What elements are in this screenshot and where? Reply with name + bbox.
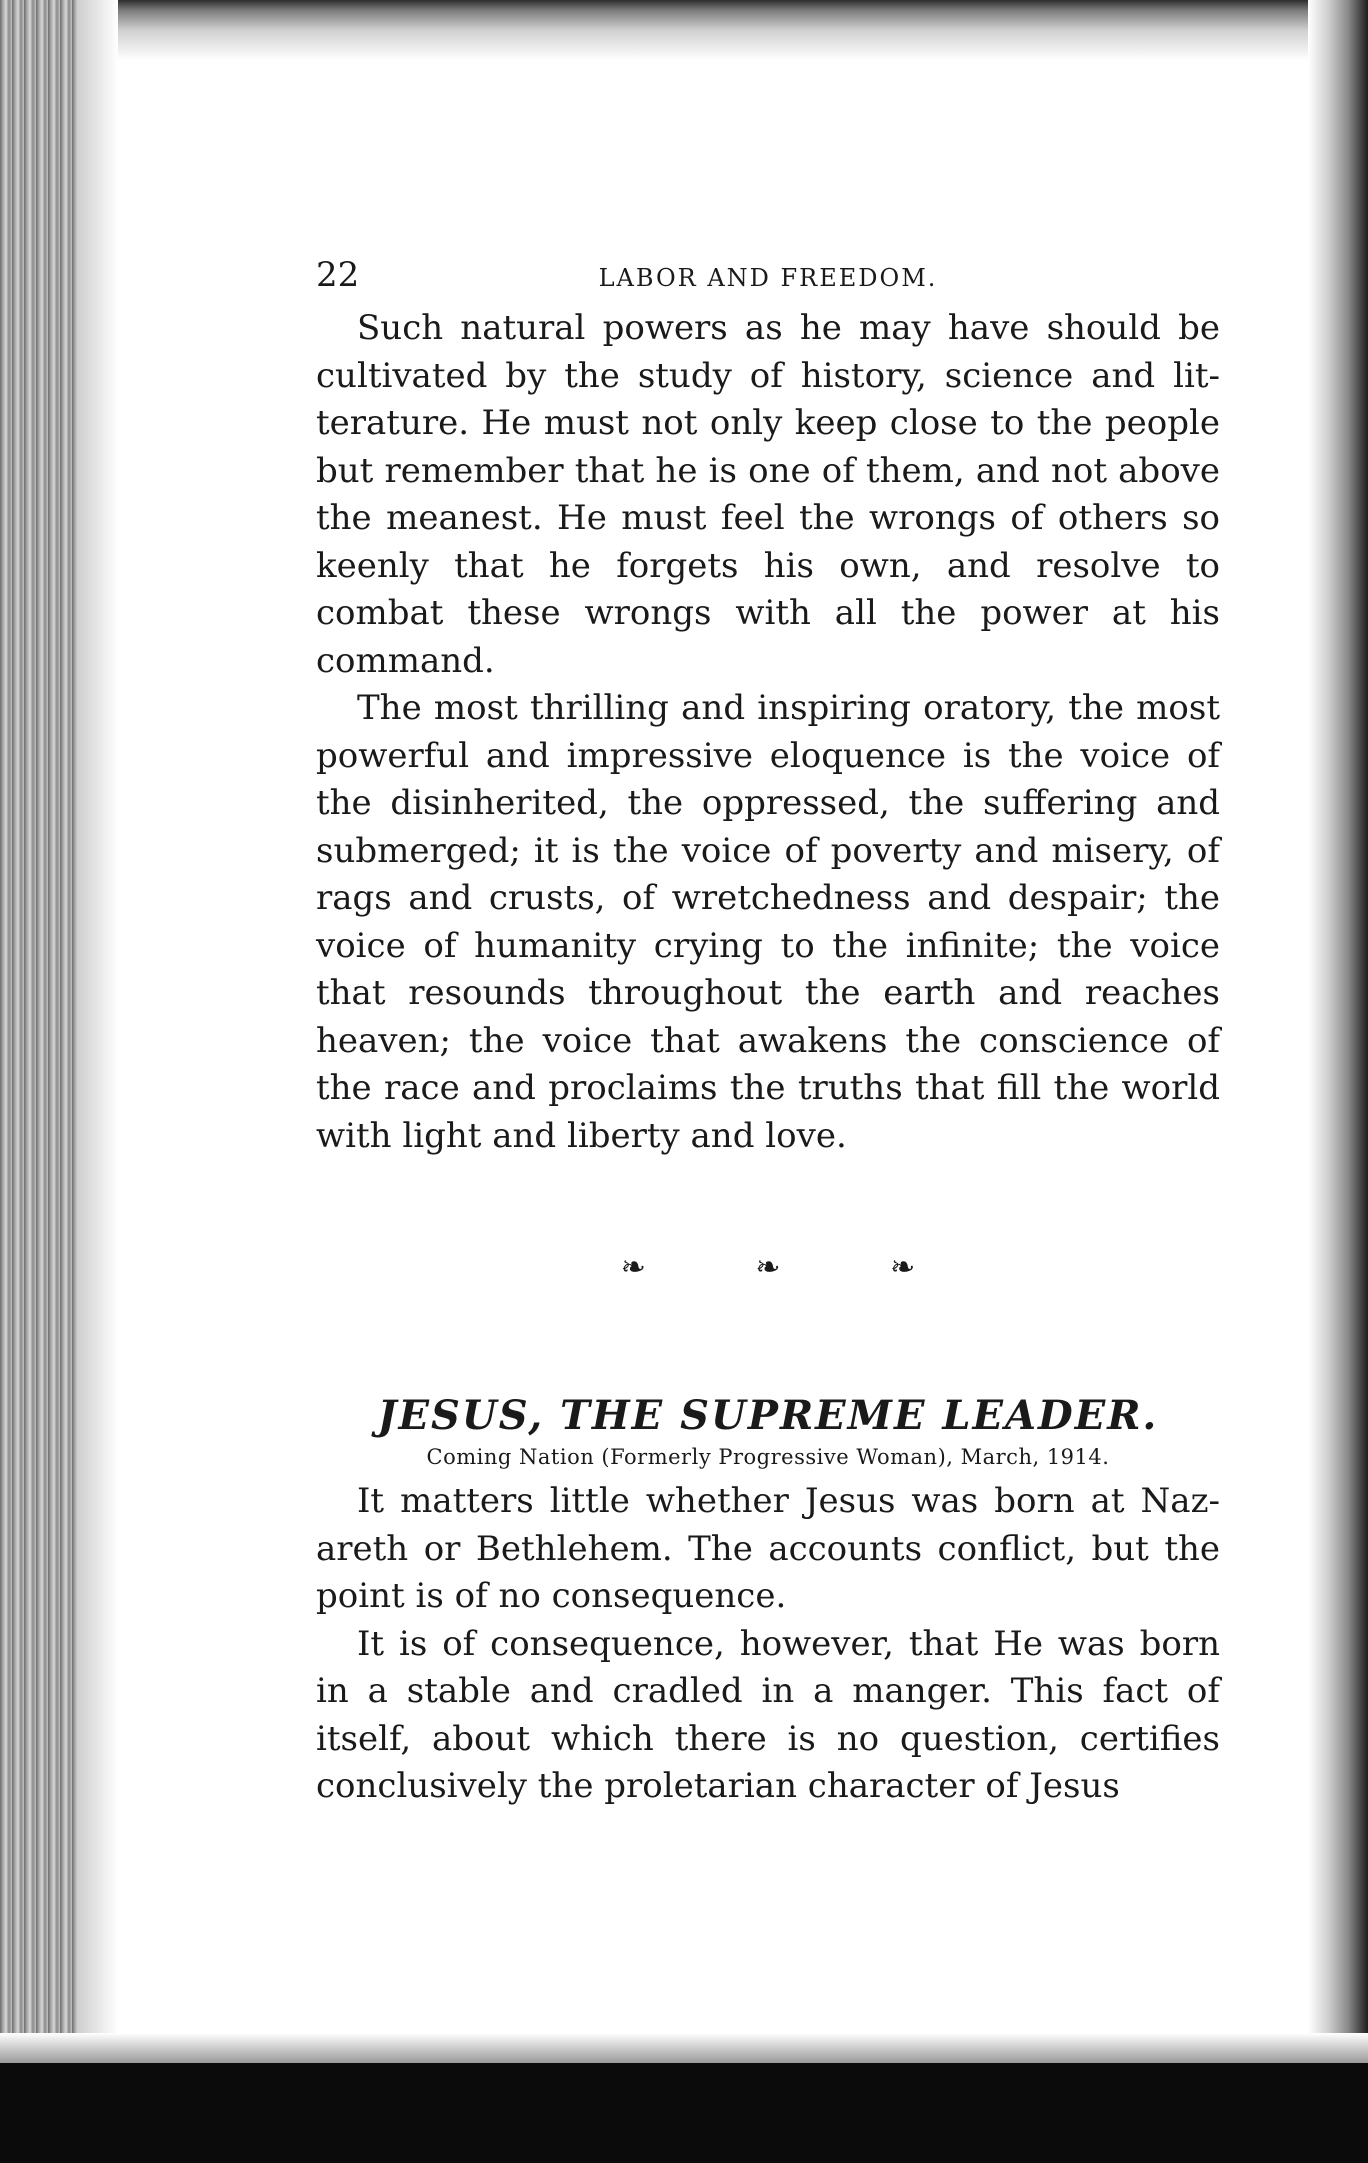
- scan-bottom-shadow: [0, 2033, 1368, 2063]
- scan-top-edge: [0, 0, 1368, 60]
- scan-bottom-edge: [0, 2063, 1368, 2163]
- section-title: JESUS, THE SUPREME LEADER.: [377, 1392, 1159, 1439]
- book-page: [316, 255, 1220, 1811]
- paragraph: Such natural powers as he may have should be cultivated by the study of history, science and litterature. He must not only keep close to the people but remember that he is one of them, and not above the meanest. He must feel the wrongs of others so keenly that he forgets his own, and resolve to combat these wrongs with all the power at his command.: [316, 308, 1220, 681]
- scan-binding-shadow: [78, 0, 118, 2163]
- running-title: LABOR AND FREEDOM.: [598, 264, 938, 292]
- source-citation: Coming Nation (Formerly Progressive Woman), March, 1914.: [426, 1445, 1110, 1469]
- running-head: [316, 255, 1220, 305]
- ornament-divider: ❧ ❧ ❧: [620, 1250, 966, 1285]
- page-number: 22: [316, 255, 360, 295]
- paragraph: It is of consequence, however, that He was born in a stable and cradled in a manger. This fact of itself, about which there is no question, certifies conclusively the proletarian character of Jesus: [316, 1623, 1220, 1806]
- paragraph: The most thrilling and inspiring oratory, the most powerful and impressive eloquence is the voice of the disinherited, the oppressed, the suffering and submerged; it is the voice of poverty and misery, of rags and crusts, of wretchedness and despair; the voice of humanity crying to the infinite; the voice that resounds throughout the earth and reaches heaven; the voice that awakens the conscience of the race and proclaims the truths that fill the world with light and liberty and love.: [316, 688, 1220, 1156]
- scan-right-edge: [1308, 0, 1368, 2163]
- scan-binding-edge: [0, 0, 78, 2163]
- paragraph: It matters little whether Jesus was born at Nazareth or Bethlehem. The accounts conflict, but the point is of no consequence.: [316, 1481, 1220, 1616]
